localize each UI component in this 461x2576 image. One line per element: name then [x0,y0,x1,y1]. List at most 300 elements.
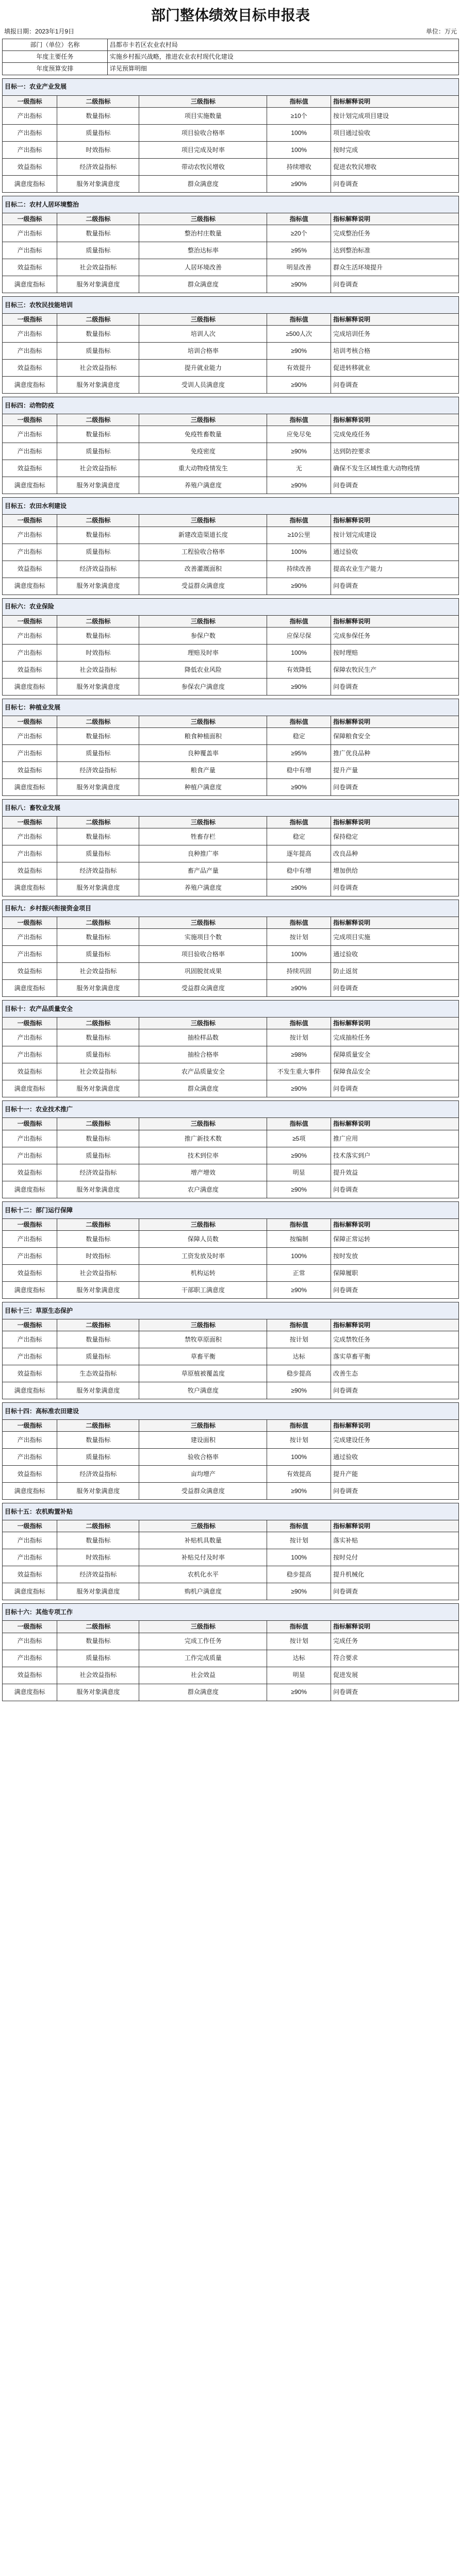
table-cell: 一级指标 [3,1520,57,1532]
table-cell: 经济效益指标 [57,761,139,778]
table-cell: 达到防控要求 [331,443,459,460]
table-cell: 服务对象满意度 [57,1181,139,1198]
table-row [3,1181,459,1198]
table-cell: 按计划完成项目建设 [331,107,459,124]
table-cell: 社会效益指标 [57,360,139,377]
table-cell: 效益指标 [3,1365,57,1382]
table-row [3,828,459,845]
table-cell: ≥20个 [267,225,331,242]
table-cell: 三级指标 [139,313,267,325]
table-cell: 增加供给 [331,862,459,879]
table-cell: 产出指标 [3,1549,57,1566]
table-cell: 应免尽免 [267,426,331,443]
section-title-row [3,699,459,716]
table-cell: 良种推广率 [139,845,267,862]
table-cell: 改善灌溉面积 [139,561,267,578]
table-row [3,946,459,963]
table-cell: 经济效益指标 [57,158,139,175]
table-header-row [3,95,459,107]
table-cell: 指标解释说明 [331,716,459,727]
table-cell: 正常 [267,1264,331,1281]
table-cell: 服务对象满意度 [57,477,139,494]
table-cell: 100% [267,124,331,141]
table-cell: 粮食种植面积 [139,727,267,744]
table-cell: 增产增效 [139,1164,267,1181]
table-cell: 重大动物疫情发生 [139,460,267,477]
overview-value: 详见预算明细 [107,63,458,75]
table-row [3,627,459,644]
table-cell: 良种覆盖率 [139,744,267,761]
table-header-row [3,1621,459,1633]
table-cell: 产出指标 [3,727,57,744]
table-cell: 一级指标 [3,95,57,107]
table-cell: 稳步提高 [267,1566,331,1583]
table-cell: 产出指标 [3,1449,57,1466]
table-cell: 稳定 [267,727,331,744]
table-cell: 指标解释说明 [331,414,459,426]
table-row [3,1549,459,1566]
indicator-table [2,1100,459,1198]
table-cell: 问卷调查 [331,1684,459,1701]
table-cell: 经济效益指标 [57,561,139,578]
table-cell: 问卷调查 [331,1080,459,1097]
table-cell: 社会效益指标 [57,259,139,276]
section-title: 目标五：农田水利建设 [3,498,459,515]
table-cell: 无 [267,460,331,477]
table-cell: 满意度指标 [3,276,57,293]
indicator-section [2,1100,459,1198]
table-cell: 免疫牲畜数量 [139,426,267,443]
section-title: 目标十一：农业技术推广 [3,1101,459,1118]
table-cell: 满意度指标 [3,1583,57,1600]
table-cell: 问卷调查 [331,1483,459,1500]
table-row [3,744,459,761]
table-row [3,661,459,678]
section-title: 目标十三：草原生态保护 [3,1302,459,1319]
table-cell: 一级指标 [3,1621,57,1633]
table-cell: 指标值 [267,1420,331,1432]
table-cell: 降低农业风险 [139,661,267,678]
table-cell: 数量指标 [57,727,139,744]
table-cell: 数量指标 [57,107,139,124]
table-cell: 三级指标 [139,1218,267,1230]
table-row [3,778,459,795]
table-cell: 保障履职 [331,1264,459,1281]
table-cell: 培训考核合格 [331,343,459,360]
table-row [3,426,459,443]
table-cell: 稳中有增 [267,761,331,778]
table-cell: 受益群众满意度 [139,578,267,595]
table-cell: 一级指标 [3,716,57,727]
table-row [3,343,459,360]
table-cell: 产出指标 [3,107,57,124]
table-cell: 一级指标 [3,917,57,929]
indicator-section [2,497,459,595]
indicator-table [2,1402,459,1500]
table-cell: 三级指标 [139,213,267,225]
table-row [3,377,459,394]
table-cell: 指标解释说明 [331,615,459,627]
table-cell: 通过验收 [331,544,459,561]
table-cell: 群众满意度 [139,1684,267,1701]
table-cell: 100% [267,644,331,661]
table-cell: 效益指标 [3,1466,57,1483]
table-cell: 培训合格率 [139,343,267,360]
table-header-row [3,816,459,828]
overview-value: 昌都市卡若区农业农村局 [107,39,458,51]
table-cell: 种植户满意度 [139,778,267,795]
table-row [3,1281,459,1298]
section-title-row [3,1302,459,1319]
table-cell: 参保农户满意度 [139,678,267,695]
table-cell: 巩固脱贫成果 [139,963,267,980]
indicator-section [2,1603,459,1701]
table-cell: 产出指标 [3,1130,57,1147]
table-cell: 项目实施数量 [139,107,267,124]
table-cell: 指标值 [267,313,331,325]
unit-label: 单位： [425,28,444,35]
table-cell: 效益指标 [3,561,57,578]
table-cell: 干部职工满意度 [139,1281,267,1298]
section-title-row [3,1101,459,1118]
table-cell: 按时完成 [331,141,459,158]
table-row [3,1164,459,1181]
indicator-section [2,699,459,796]
overview-label: 年度主要任务 [3,51,108,63]
table-cell: ≥90% [267,678,331,695]
table-cell: 指标解释说明 [331,515,459,527]
table-header-row [3,213,459,225]
table-cell: 效益指标 [3,1566,57,1583]
table-row [3,443,459,460]
table-cell: 指标值 [267,1118,331,1130]
table-row [3,326,459,343]
table-cell: 产出指标 [3,1532,57,1549]
table-cell: 社会效益指标 [57,1264,139,1281]
table-cell: 二级指标 [57,615,139,627]
table-cell: 二级指标 [57,1420,139,1432]
table-row [3,1684,459,1701]
table-row [3,1147,459,1164]
indicator-section [2,1302,459,1399]
table-cell: 问卷调查 [331,578,459,595]
section-title: 目标十：农产品质量安全 [3,1001,459,1018]
table-cell: 逐年提高 [267,845,331,862]
table-cell: 群众满意度 [139,175,267,192]
table-cell: 建设面积 [139,1432,267,1449]
table-row [3,980,459,997]
table-cell: 产出指标 [3,946,57,963]
section-title-row [3,799,459,816]
table-row [3,1566,459,1583]
table-cell: 质量指标 [57,1147,139,1164]
table-cell: 亩均增产 [139,1466,267,1483]
table-cell: 养殖户满意度 [139,477,267,494]
table-row [3,845,459,862]
table-cell: ≥10个 [267,107,331,124]
table-cell: 质量指标 [57,1449,139,1466]
table-cell: 工程验收合格率 [139,544,267,561]
table-cell: 二级指标 [57,1018,139,1029]
section-title: 目标七：种植业发展 [3,699,459,716]
section-title: 目标十五：农机购置补贴 [3,1503,459,1520]
table-cell: 满意度指标 [3,477,57,494]
table-cell: 三级指标 [139,1621,267,1633]
table-cell: 明显改善 [267,259,331,276]
table-cell: 三级指标 [139,95,267,107]
table-cell: 问卷调查 [331,377,459,394]
section-title: 目标六：农业保险 [3,598,459,615]
table-cell: 一级指标 [3,1018,57,1029]
table-header-row [3,1018,459,1029]
table-cell: ≥90% [267,443,331,460]
table-cell: 完成任务 [331,1633,459,1650]
table-cell: 指标值 [267,1218,331,1230]
table-row [3,678,459,695]
table-cell: 抽检样品数 [139,1029,267,1046]
section-title: 目标八：畜牧业发展 [3,799,459,816]
table-cell: 问卷调查 [331,879,459,896]
table-cell: 二级指标 [57,1118,139,1130]
table-cell: 二级指标 [57,95,139,107]
table-cell: 有效提高 [267,1466,331,1483]
table-cell: 草原植被覆盖度 [139,1365,267,1382]
overview-row [3,63,459,75]
table-cell: 产出指标 [3,1432,57,1449]
table-cell: 完成抽检任务 [331,1029,459,1046]
table-cell: 效益指标 [3,1667,57,1684]
table-cell: 指标值 [267,816,331,828]
table-cell: 效益指标 [3,460,57,477]
indicator-section [2,196,459,293]
table-cell: 满意度指标 [3,578,57,595]
table-cell: ≥90% [267,1080,331,1097]
indicator-section [2,598,459,696]
table-cell: 服务对象满意度 [57,377,139,394]
table-cell: 按编制 [267,1230,331,1247]
table-cell: 促进发展 [331,1667,459,1684]
table-cell: 100% [267,544,331,561]
table-row [3,460,459,477]
table-row [3,175,459,192]
table-row [3,544,459,561]
table-cell: 提升就业能力 [139,360,267,377]
table-cell: ≥90% [267,1382,331,1399]
indicator-table [2,78,459,193]
table-row [3,761,459,778]
table-cell: 产出指标 [3,426,57,443]
table-cell: 购机户满意度 [139,1583,267,1600]
table-cell: 达到整治标准 [331,242,459,259]
fill-date [4,27,74,36]
table-cell: 工作完成质量 [139,1650,267,1667]
table-cell: 社会效益指标 [57,460,139,477]
table-cell: 指标解释说明 [331,1420,459,1432]
table-cell: 完成禁牧任务 [331,1331,459,1348]
table-cell: 二级指标 [57,1218,139,1230]
table-header-row [3,917,459,929]
table-header-row [3,1319,459,1331]
overview-table [2,39,459,75]
table-cell: ≥95% [267,744,331,761]
indicator-table [2,900,459,997]
table-cell: 指标解释说明 [331,313,459,325]
table-cell: 一级指标 [3,1218,57,1230]
table-cell: 满意度指标 [3,678,57,695]
table-cell: 社会效益指标 [57,1667,139,1684]
indicator-section [2,296,459,394]
table-cell: ≥90% [267,175,331,192]
table-cell: 持续改善 [267,561,331,578]
table-row [3,644,459,661]
unit [426,27,457,36]
table-cell: 完成工作任务 [139,1633,267,1650]
table-cell: 新建改造渠道长度 [139,527,267,544]
table-cell: 满意度指标 [3,1483,57,1500]
table-cell: 二级指标 [57,1621,139,1633]
table-cell: 指标解释说明 [331,1018,459,1029]
table-row [3,561,459,578]
meta-row [2,27,459,39]
table-header-row [3,515,459,527]
table-cell: 服务对象满意度 [57,1583,139,1600]
table-cell: 产出指标 [3,1650,57,1667]
table-cell: 服务对象满意度 [57,175,139,192]
table-cell: ≥90% [267,1281,331,1298]
table-cell: 一级指标 [3,213,57,225]
table-cell: 落实草畜平衡 [331,1348,459,1365]
table-cell: 产出指标 [3,343,57,360]
table-cell: 推广新技术数 [139,1130,267,1147]
table-row [3,1667,459,1684]
table-cell: 指标值 [267,414,331,426]
table-header-row [3,313,459,325]
table-cell: 指标解释说明 [331,1520,459,1532]
table-header-row [3,414,459,426]
table-cell: 服务对象满意度 [57,778,139,795]
table-cell: ≥90% [267,1147,331,1164]
table-cell: 100% [267,1549,331,1566]
table-cell: 补贴机具数量 [139,1532,267,1549]
unit-value: 万元 [444,28,457,35]
table-cell: ≥10公里 [267,527,331,544]
table-cell: 抽检合格率 [139,1046,267,1063]
table-cell: 提升效益 [331,1164,459,1181]
table-cell: 质量指标 [57,946,139,963]
table-cell: 100% [267,946,331,963]
table-cell: 二级指标 [57,1319,139,1331]
table-cell: 时效指标 [57,1549,139,1566]
table-row [3,1029,459,1046]
table-cell: 按计划 [267,1432,331,1449]
table-cell: 二级指标 [57,313,139,325]
table-cell: 问卷调查 [331,678,459,695]
table-cell: 社会效益 [139,1667,267,1684]
table-cell: ≥90% [267,343,331,360]
table-cell: 三级指标 [139,1319,267,1331]
table-cell: 满意度指标 [3,879,57,896]
table-cell: 持续巩固 [267,963,331,980]
table-cell: 数量指标 [57,828,139,845]
section-title: 目标一：农业产业发展 [3,78,459,95]
table-header-row [3,1520,459,1532]
table-cell: 100% [267,1449,331,1466]
table-cell: 效益指标 [3,360,57,377]
table-cell: 符合要求 [331,1650,459,1667]
table-cell: 满意度指标 [3,1181,57,1198]
table-cell: 社会效益指标 [57,1063,139,1080]
section-title-row [3,1503,459,1520]
table-cell: 三级指标 [139,917,267,929]
section-title-row [3,1201,459,1218]
table-cell: 效益指标 [3,259,57,276]
table-cell: 畜产品产量 [139,862,267,879]
section-title-row [3,78,459,95]
table-cell: 农机化水平 [139,1566,267,1583]
table-row [3,1432,459,1449]
table-cell: 指标值 [267,1621,331,1633]
table-cell: 指标值 [267,1319,331,1331]
table-cell: 二级指标 [57,515,139,527]
table-cell: 保障食品安全 [331,1063,459,1080]
table-cell: 二级指标 [57,1520,139,1532]
table-cell: ≥90% [267,276,331,293]
table-cell: 确保不发生区域性重大动物疫情 [331,460,459,477]
table-row [3,1532,459,1549]
indicator-section [2,1201,459,1299]
indicator-table [2,699,459,796]
table-cell: 落实补贴 [331,1532,459,1549]
table-cell: 参保户数 [139,627,267,644]
table-cell: 效益指标 [3,862,57,879]
table-cell: ≥90% [267,778,331,795]
table-cell: 三级指标 [139,1520,267,1532]
table-cell: 三级指标 [139,816,267,828]
table-cell: 产出指标 [3,644,57,661]
table-cell: 问卷调查 [331,1281,459,1298]
table-cell: 稳定 [267,828,331,845]
table-cell: ≥500人次 [267,326,331,343]
table-row [3,963,459,980]
table-cell: ≥90% [267,1483,331,1500]
section-title: 目标九：乡村振兴衔接资金项目 [3,900,459,917]
table-cell: ≥90% [267,980,331,997]
table-cell: 效益指标 [3,1264,57,1281]
table-cell: 整治村庄数量 [139,225,267,242]
table-cell: 数量指标 [57,1029,139,1046]
indicator-table [2,397,459,494]
indicator-table [2,1302,459,1399]
table-cell: 指标解释说明 [331,213,459,225]
table-row [3,1583,459,1600]
table-cell: 产出指标 [3,1331,57,1348]
table-cell: 数量指标 [57,326,139,343]
table-cell: 质量指标 [57,845,139,862]
table-cell: 指标值 [267,95,331,107]
indicator-table [2,1000,459,1097]
table-cell: 一级指标 [3,615,57,627]
table-cell: ≥90% [267,377,331,394]
section-title: 目标十六：其他专项工作 [3,1604,459,1621]
table-cell: 推广优良品种 [331,744,459,761]
table-row [3,1382,459,1399]
table-cell: 按计划完成建设 [331,527,459,544]
table-cell: 二级指标 [57,917,139,929]
table-cell: 养殖户满意度 [139,879,267,896]
table-row [3,1650,459,1667]
table-cell: 一级指标 [3,414,57,426]
table-cell: 培训人次 [139,326,267,343]
